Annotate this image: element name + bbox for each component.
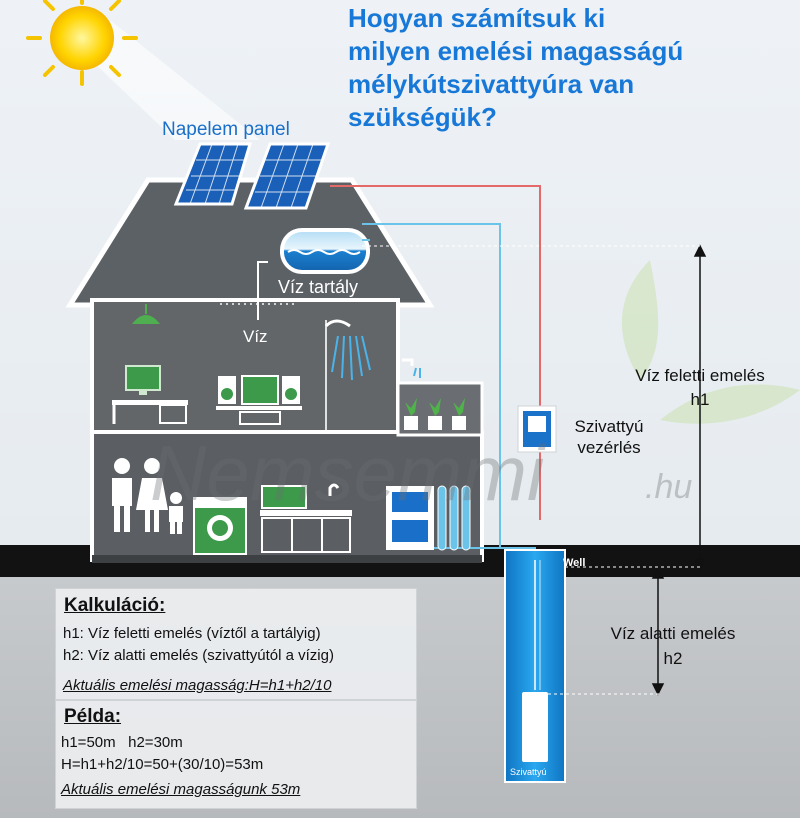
title-line: mélykútszivattyúra van — [348, 69, 635, 99]
watermark-tld: .hu — [645, 468, 693, 506]
calculation-formula: Aktuális emelési magasság:H=h1+h2/10 — [63, 677, 332, 694]
water-label: Víz — [243, 327, 268, 346]
page-title — [348, 2, 788, 134]
title-line: milyen emelési magasságú — [348, 36, 684, 66]
water-tank-label: Víz tartály — [278, 277, 359, 297]
example-panel — [55, 700, 417, 809]
solar-panel-label: Napelem panel — [162, 119, 290, 140]
below-lift-label-line: Víz alatti emelés — [610, 624, 736, 643]
watermark-text: Nemsemmi — [150, 429, 545, 517]
below-lift-label-line: h2 — [663, 649, 683, 668]
title-line: szükségük? — [348, 102, 497, 132]
above-lift-label-line: h1 — [690, 390, 710, 409]
water-tank-icon — [280, 228, 370, 274]
pump-icon — [522, 692, 548, 762]
example-result: Aktuális emelési magasságunk 53m — [61, 781, 301, 798]
calculation-h1-line: h1: Víz feletti emelés (víztől a tartályig) — [63, 625, 321, 642]
above-lift-label-line: Víz feletti emelés — [635, 366, 765, 385]
example-values-line: h1=50m h2=30m — [61, 734, 183, 751]
title-line: Hogyan számítsuk ki — [348, 3, 606, 33]
pump-controller-label-line: Szivattyú — [574, 417, 644, 436]
calculation-h2-line: h2: Víz alatti emelés (szivattyútól a vízig) — [63, 647, 334, 664]
tv-icon — [126, 366, 160, 395]
calculation-panel — [55, 588, 417, 700]
above-lift-label — [608, 364, 792, 412]
below-lift-label — [583, 621, 763, 671]
example-heading: Példa: — [64, 706, 122, 727]
pump-controller-label-line: vezérlés — [577, 438, 641, 457]
pump-label: Szivattyú — [510, 767, 547, 777]
well-label: Well — [563, 557, 586, 569]
pump-controller-label — [566, 416, 652, 458]
example-computation-line: H=h1+h2/10=50+(30/10)=53m — [61, 756, 264, 773]
calculation-heading: Kalkuláció: — [64, 595, 166, 616]
